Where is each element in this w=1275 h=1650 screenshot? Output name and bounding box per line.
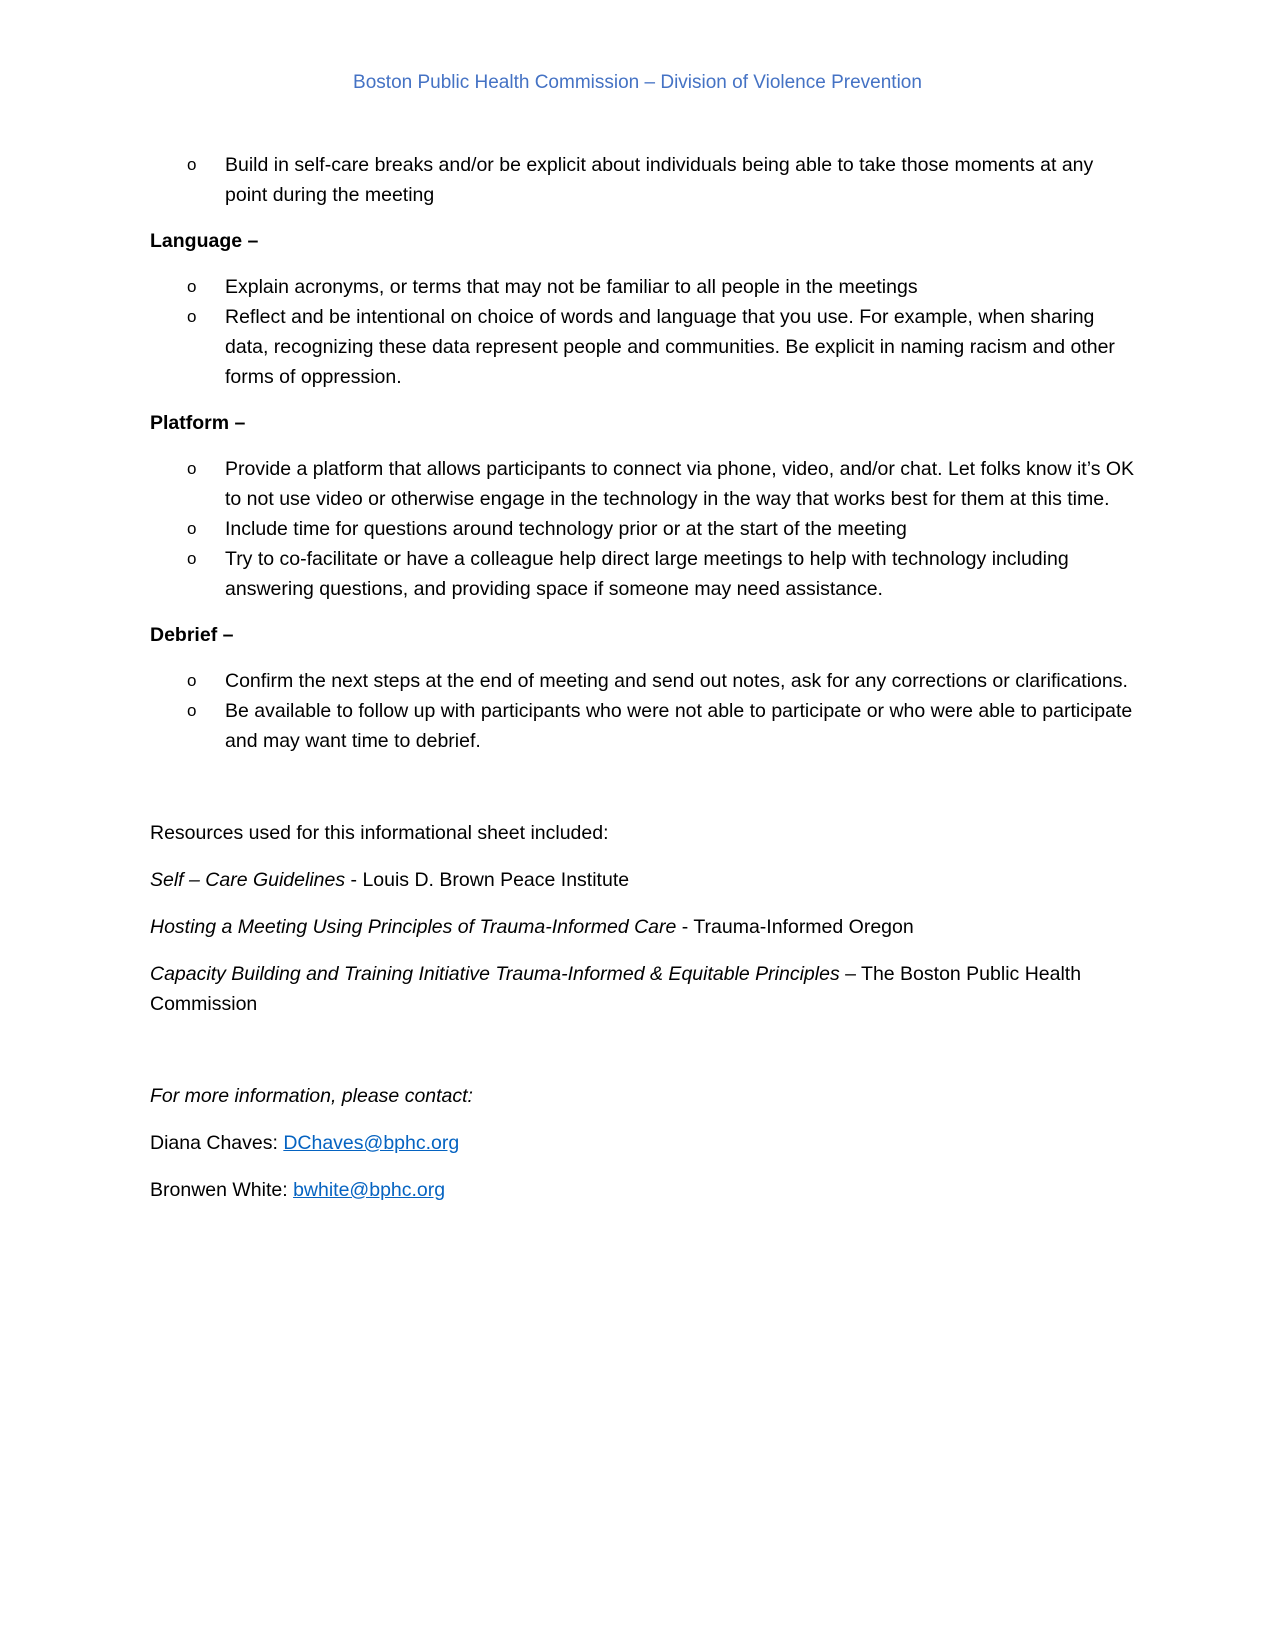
resource-title: Self – Care Guidelines <box>150 869 346 891</box>
list-item-text: Be available to follow up with participants who were not able to participate or who were able to participate and may want time to debrief. <box>225 700 1133 752</box>
section-heading-debrief: Debrief – <box>150 624 234 646</box>
resource-item <box>150 959 1135 1019</box>
bullet-icon: o <box>187 459 197 478</box>
resource-item <box>150 865 1135 895</box>
resource-title: Capacity Building and Training Initiative Trauma-Informed & Equitable Principles <box>150 963 840 985</box>
contact-intro: For more information, please contact: <box>150 1085 473 1107</box>
section-heading-platform: Platform – <box>150 412 246 434</box>
platform-bullet-list <box>150 454 1135 604</box>
contact-line <box>150 1175 1135 1205</box>
bullet-icon: o <box>187 671 197 690</box>
bullet-icon: o <box>187 549 197 568</box>
bullet-icon: o <box>187 519 197 538</box>
email-link[interactable]: bwhite@bphc.org <box>293 1179 446 1201</box>
bullet-icon: o <box>187 307 197 326</box>
list-item-text: Provide a platform that allows participants to connect via phone, video, and/or chat. Let folks know it’s OK to not use video or otherwise engage in the technology in the way that works best for them at this time. <box>225 458 1135 510</box>
resource-source: - Louis D. Brown Peace Institute <box>345 869 630 891</box>
contact-name: Diana Chaves: <box>150 1132 284 1154</box>
list-item-text: Reflect and be intentional on choice of words and language that you use. For example, when sharing data, recognizing these data represent people and communities. Be explicit in naming racism and other forms of oppression. <box>225 306 1115 388</box>
list-item <box>150 302 1135 392</box>
email-link[interactable]: DChaves@bphc.org <box>283 1132 460 1154</box>
resource-item <box>150 912 1135 942</box>
list-item <box>150 544 1135 604</box>
bullet-icon: o <box>187 155 197 174</box>
resource-source: - Trauma-Informed Oregon <box>676 916 914 938</box>
contact-line <box>150 1128 1135 1158</box>
debrief-bullet-list <box>150 666 1135 756</box>
list-item-text: Build in self-care breaks and/or be explicit about individuals being able to take those moments at any point during the meeting <box>225 154 1094 206</box>
resource-source: – The Boston Public Health Commission <box>150 963 1082 1015</box>
list-item-text: Try to co-facilitate or have a colleague help direct large meetings to help with technology including answering questions, and providing space if someone may need assistance. <box>225 548 1069 600</box>
list-item <box>150 272 1135 302</box>
list-item-text: Explain acronyms, or terms that may not be familiar to all people in the meetings <box>225 276 918 298</box>
list-item-text: Include time for questions around technology prior or at the start of the meeting <box>225 518 907 540</box>
language-bullet-list <box>150 272 1135 392</box>
list-item-text: Confirm the next steps at the end of meeting and send out notes, ask for any corrections or clarifications. <box>225 670 1128 692</box>
resources-intro: Resources used for this informational sheet included: <box>150 822 609 844</box>
contact-name: Bronwen White: <box>150 1179 294 1201</box>
page-header: Boston Public Health Commission – Division of Violence Prevention <box>353 72 922 93</box>
list-item <box>150 696 1135 756</box>
section-heading-language: Language – <box>150 230 259 252</box>
resource-title: Hosting a Meeting Using Principles of Trauma-Informed Care <box>150 916 677 938</box>
list-item <box>150 454 1135 514</box>
document-body <box>150 150 1135 1222</box>
list-item <box>150 150 1135 210</box>
bullet-icon: o <box>187 701 197 720</box>
list-item <box>150 514 1135 544</box>
intro-bullet-list <box>150 150 1135 210</box>
bullet-icon: o <box>187 277 197 296</box>
list-item <box>150 666 1135 696</box>
